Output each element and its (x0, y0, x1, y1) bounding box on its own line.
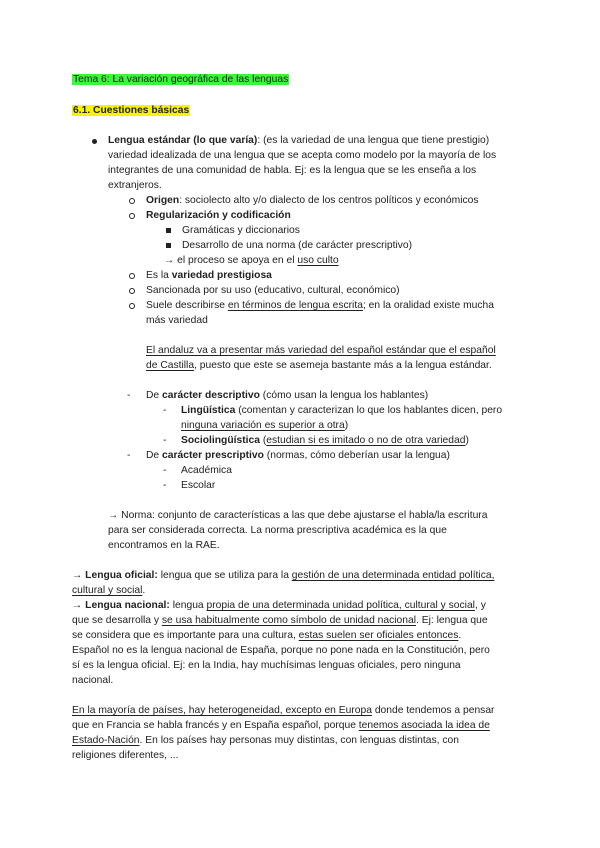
final-line-1: En la mayoría de países, hay heterogeneidad, excepto en Europa donde tendemos a pensar (72, 705, 495, 716)
describirse-line-1: Suele describirse en términos de lengua escrita; en la oralidad existe mucha (146, 300, 495, 311)
prestigiosa-line: Es la variedad prestigiosa (146, 270, 272, 281)
circle-bullet-icon (129, 273, 135, 279)
norma-line-3: encontramos en la RAE. (108, 540, 220, 551)
square-bullet-icon (166, 243, 171, 248)
andaluz-line-2: de Castilla, puesto que este se asemeja bastante más a la lengua estándar. (146, 360, 492, 371)
uso-culto-line: → el proceso se apoya en el uso culto (164, 255, 339, 266)
nacional-line-1: → Lengua nacional: lengua propia de una determinada unidad política, cultural y social, y (72, 600, 486, 611)
sub-item-gramaticas: Gramáticas y diccionarios (182, 225, 300, 236)
final-line-2: que en Francia se habla francés y en España español, porque tenemos asociada la idea de (72, 720, 490, 731)
dash-marker: - (163, 405, 167, 416)
escolar-item: Escolar (181, 480, 216, 491)
describirse-line-2: más variedad (146, 315, 208, 326)
estandar-line-1: Lengua estándar (lo que varía): (es la variedad de una lengua que tiene prestigio) (108, 135, 490, 146)
andaluz-line-1: El andaluz va a presentar más variedad del español estándar que el español (146, 345, 496, 356)
document-title: Tema 6: La variación geográfica de las lenguas (73, 74, 289, 85)
circle-bullet-icon (129, 288, 135, 294)
circle-bullet-icon (129, 198, 135, 204)
bullet-dot-icon (92, 139, 97, 144)
origen-line: Origen: sociolecto alto y/o dialecto de los centros políticos y económicos (146, 195, 479, 206)
oficial-line-1: → Lengua oficial: lengua que se utiliza para la gestión de una determinada entidad política, (72, 570, 495, 581)
nacional-line-5: sí es la lengua oficial. Ej: en la India, hay muchísimas lenguas oficiales, pero ninguna (72, 660, 461, 671)
estandar-line-2: variedad idealizada de una lengua que se acepta como modelo por la mayoría de los (108, 150, 497, 161)
dash-marker: - (163, 435, 167, 446)
sub-item-norma: Desarrollo de una norma (de carácter prescriptivo) (182, 240, 413, 251)
nacional-line-4: Español no es la lengua nacional de España, porque no pone nada en la Constitución, pero (72, 645, 490, 656)
dash-marker: - (163, 465, 167, 476)
nacional-line-6: nacional. (72, 675, 114, 686)
dash-marker: - (127, 390, 131, 401)
dash-marker: - (127, 450, 131, 461)
dash-marker: - (163, 480, 167, 491)
sociolinguistica-line: Sociolingüística (estudian si es imitado o no de otra variedad) (181, 435, 469, 446)
norma-line-1: → Norma: conjunto de características a las que debe ajustarse el habla/la escritura (108, 510, 488, 521)
circle-bullet-icon (129, 303, 135, 309)
estandar-line-3: integrantes de una comunidad de habla. Ej: es la lengua que se les enseña a los (108, 165, 477, 176)
regularizacion-line: Regularización y codificación (146, 210, 291, 221)
final-line-4: religiones diferentes, ... (72, 750, 179, 761)
section-heading: 6.1. Cuestiones básicas (73, 105, 190, 116)
sancionada-line: Sancionada por su uso (educativo, cultural, económico) (146, 285, 400, 296)
descriptivo-line: De carácter descriptivo (cómo usan la lengua los hablantes) (146, 390, 429, 401)
linguistica-line-1: Lingüística (comentan y caracterizan lo que los hablantes dicen, pero (181, 405, 503, 416)
square-bullet-icon (166, 228, 171, 233)
academica-item: Académica (181, 465, 232, 476)
nacional-line-3: se considera que es importante para una cultura, estas suelen ser oficiales entonces. (72, 630, 462, 641)
nacional-line-2: que se desarrolla y se usa habitualmente como símbolo de unidad nacional. Ej: lengua que (72, 615, 488, 626)
norma-line-2: para ser considerada correcta. La norma prescriptiva académica es la que (108, 525, 447, 536)
linguistica-line-2: ninguna variación es superior a otra) (181, 420, 349, 431)
oficial-line-2: cultural y social. (72, 585, 146, 596)
final-line-3: Estado-Nación. En los países hay personas muy distintas, con lenguas distintas, con (72, 735, 459, 746)
circle-bullet-icon (129, 213, 135, 219)
estandar-line-4: extranjeros. (108, 180, 162, 191)
prescriptivo-line: De carácter prescriptivo (normas, cómo deberían usar la lengua) (146, 450, 450, 461)
